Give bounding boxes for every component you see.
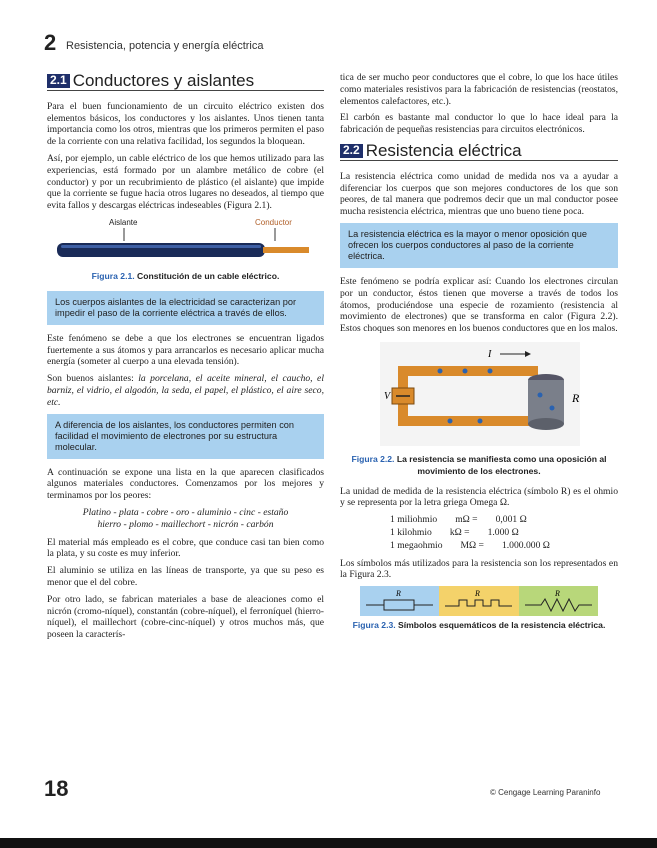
paragraph: La unidad de medida de la resistencia eléctrica (símbolo R) es el ohmio y se representa por la letra griega Omega Ω. bbox=[340, 485, 618, 509]
resistor-symbol-square-wave bbox=[439, 586, 518, 616]
definition-box-conductores: A diferencia de los aislantes, los conductores permiten con facilidad el movimiento de electrones por su estructura molecular. bbox=[47, 414, 324, 459]
right-column bbox=[340, 72, 618, 640]
unit-row bbox=[340, 540, 618, 552]
chapter-number: 2 bbox=[44, 30, 57, 55]
svg-text:R: R bbox=[554, 589, 560, 599]
paragraph: El carbón es bastante mal conductor lo que lo hace ideal para la fabricación de pequeñas resistencias para circuitos electrónicos. bbox=[340, 112, 618, 136]
figure-caption: Figura 2.3. Símbolos esquemáticos de la resistencia eléctrica. bbox=[352, 620, 606, 631]
conductor-list: Platino - plata - cobre - oro - aluminio - cinc - estaño hierro - plomo - maillechort - nicrón - carbón bbox=[82, 506, 289, 530]
paragraph: Así, por ejemplo, un cable eléctrico de los que hemos utilizado para las experiencias, está formado por un alambre metálico de cobre (el conductor) y por un recubrimiento de plástico (el aislante) que impide que la corriente se fugue hacia otros lugares no deseados, al tiempo que evita fallos y descargas eléctricas indeseables (Figura 2.1). bbox=[47, 152, 324, 212]
cable-highlight bbox=[61, 245, 261, 248]
electron bbox=[550, 405, 555, 410]
symbol-box-rectangle bbox=[360, 586, 439, 616]
unit-cell: 1 miliohmio bbox=[390, 514, 438, 526]
bottom-wire bbox=[398, 416, 538, 426]
resistor-symbol-rectangle bbox=[360, 586, 439, 616]
unit-row bbox=[340, 514, 618, 526]
section-number: 2.2 bbox=[340, 144, 363, 158]
cable-copper-core bbox=[263, 247, 309, 253]
circuit-illustration bbox=[340, 340, 618, 450]
figure-caption: Figura 2.2. La resistencia se manifiesta como una oposición al movimiento de los electrones. bbox=[351, 453, 607, 476]
resistor-cylinder-bottom bbox=[528, 418, 564, 430]
unit-cell: kΩ = bbox=[449, 526, 470, 538]
label-I: I bbox=[488, 348, 492, 360]
page-number: 18 bbox=[44, 776, 69, 801]
resistor-cylinder bbox=[528, 380, 564, 424]
paragraph: La resistencia eléctrica como unidad de medida nos va a ayudar a diferenciar los cuerpos que son mejores conductores de los que son peores, de tal manera que podremos decir que un mal conductor posee mucha resistencia eléctrica, mientras que uno bueno tiene poca. bbox=[340, 170, 618, 218]
section-title-conductores bbox=[47, 71, 324, 91]
section-heading: Resistencia eléctrica bbox=[365, 140, 522, 160]
paragraph: Son buenos aislantes: la porcelana, el aceite mineral, el caucho, el barniz, el vidrio, el algodón, la seda, el papel, el plástico, el aire seco, etc. bbox=[47, 373, 324, 408]
cable-illustration bbox=[47, 217, 324, 267]
svg-text:R: R bbox=[396, 589, 401, 599]
paragraph: Por otro lado, se fabrican materiales a base de aleaciones como el nicrón (cromo-níquel), constantán (cobre-níquel), el ferroníquel (hierro-níquel), el maillechort (cobre-cinc-níquel) y otros muchos más, que poseen la caracterís- bbox=[47, 593, 324, 641]
figure-caption: Figura 2.1. Constitución de un cable eléctrico. bbox=[91, 270, 280, 281]
figure-label-conductor: Conductor bbox=[255, 217, 292, 227]
unit-row bbox=[340, 527, 618, 539]
electron bbox=[538, 392, 543, 397]
definition-box-aislantes: Los cuerpos aislantes de la electricidad se caracterizan por impedir el paso de la corriente eléctrica a través de ellos. bbox=[47, 291, 324, 325]
figure-cable bbox=[47, 217, 324, 267]
unit-cell: 1.000.000 Ω bbox=[501, 539, 550, 551]
svg-text:R: R bbox=[475, 589, 481, 599]
figure-resistor-symbols bbox=[360, 586, 598, 616]
chapter-title: Resistencia, potencia y energía eléctrica bbox=[66, 40, 264, 52]
unit-cell: MΩ = bbox=[460, 539, 484, 551]
unit-cell: 1 kilohmio bbox=[390, 526, 432, 538]
publisher-credit: © Cengage Learning Paraninfo bbox=[490, 788, 601, 797]
electron bbox=[448, 418, 453, 423]
paragraph: El material más empleado es el cobre, que conduce casi tan bien como la plata, y su coste es muy inferior. bbox=[47, 536, 324, 560]
section-heading: Conductores y aislantes bbox=[72, 71, 255, 90]
electron bbox=[488, 368, 493, 373]
section-number: 2.1 bbox=[47, 74, 70, 88]
label-R: R bbox=[572, 390, 580, 405]
paragraph: Este fenómeno se podría explicar así: Cuando los electrones circulan por un conductor, éstos tienen que moverse a través de todos los átomos, produciéndose una especie de rozamiento (resistencia al movimiento de electrones) que se transforma en calor (Figura 2.2). Estos choques son menores en los buenos conductores que en los malos. bbox=[340, 275, 618, 335]
definition-box-resistencia: La resistencia eléctrica es la mayor o menor oposición que ofrecen los cuerpos conductores al paso de la corriente eléctrica. bbox=[340, 223, 618, 268]
section-title-resistencia bbox=[340, 140, 618, 161]
paragraph: Para el buen funcionamiento de un circuito eléctrico existen dos elementos básicos, los conductores y los aislantes. Unos tienen tanta importancia como los otros, mientras que los primeros permiten el paso de la corriente con una relativa facilidad, los segundos la bloquean. bbox=[47, 100, 324, 148]
figure-label-aislante: Aislante bbox=[109, 217, 138, 227]
paragraph: tica de ser mucho peor conductores que el cobre, lo que los hace útiles como materiales resistivos para la fabricación de resistencias (reostatos, elementos calefactores, etc.). bbox=[340, 72, 618, 107]
unit-cell: 1.000 Ω bbox=[487, 526, 519, 538]
electron bbox=[438, 368, 443, 373]
figure-resistance-circuit bbox=[340, 340, 618, 450]
top-wire bbox=[398, 366, 538, 376]
symbol-box-zigzag bbox=[519, 586, 598, 616]
unit-cell: mΩ = bbox=[455, 514, 478, 526]
electron bbox=[478, 418, 483, 423]
unit-cell: 0,001 Ω bbox=[495, 514, 527, 526]
unit-cell: 1 megaohmio bbox=[390, 539, 443, 551]
paragraph: A continuación se expone una lista en la que aparecen clasificados algunos materiales conductores. Comenzamos por los mejores y terminamos por los peores: bbox=[47, 466, 324, 502]
left-column bbox=[47, 72, 324, 646]
paragraph: El aluminio se utiliza en las líneas de transporte, ya que su peso es menor que el del cobre. bbox=[47, 565, 324, 588]
paragraph: Este fenómeno se debe a que los electrones se encuentran ligados fuertemente a sus átomos y para arrancarlos es necesario aplicar mucha energía (someter al cuerpo a una elevada tensión). bbox=[47, 332, 324, 368]
label-V: V bbox=[384, 390, 391, 402]
paragraph: Los símbolos más utilizados para la resistencia son los representados en la Figura 2.3. bbox=[340, 557, 618, 581]
electron bbox=[463, 368, 468, 373]
resistor-symbol-zigzag bbox=[519, 586, 598, 616]
unit-table bbox=[340, 514, 618, 551]
bottom-scan-edge bbox=[0, 838, 657, 848]
symbol-box-square-wave bbox=[439, 586, 518, 616]
